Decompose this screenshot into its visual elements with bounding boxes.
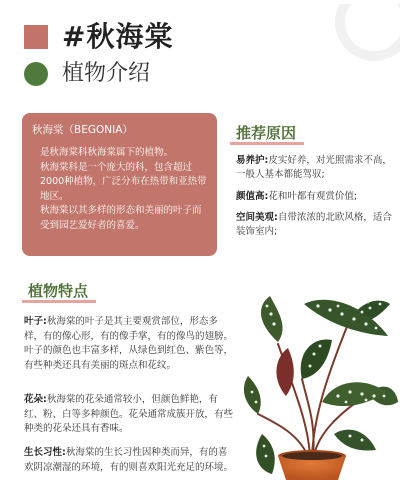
begonia-plant-illustration — [238, 284, 400, 480]
reason-text: 自带浓浓的北欧风格，适合装饰室内; — [236, 212, 392, 237]
intro-card — [22, 113, 217, 256]
intro-paragraph: 秋海棠以其多样的形态和美丽的叶子而受到园艺爱好者的喜爱。 — [40, 205, 202, 231]
reasons-heading-text: 推荐原因 — [236, 124, 297, 142]
reason-text: 皮实好养，对光照需求不高，一般人基本都能驾驭; — [236, 155, 392, 180]
title-row — [24, 22, 173, 52]
feature-text: 秋海棠的叶子是其主要观赏部位，形态多样，有的像心形，有的像手掌，有的像鸟的翅膀。叶子的颜色也丰富多样，从绿色到红色、紫色等，有些种类还具有美丽的斑点和花纹。 — [24, 316, 234, 371]
circle-bullet-icon — [24, 62, 48, 86]
reason-label: 空间美观: — [236, 212, 278, 223]
feature-item — [24, 393, 236, 437]
reason-item — [236, 211, 396, 239]
feature-label: 花朵: — [24, 394, 47, 405]
reason-label: 颜值高: — [236, 191, 269, 202]
subtitle-row — [24, 60, 150, 88]
reason-label: 易养护: — [236, 155, 269, 166]
feature-label: 叶子: — [24, 316, 47, 327]
page-title: #秋海棠 — [62, 20, 174, 53]
page-subtitle: 植物介绍 — [62, 61, 151, 86]
intro-paragraph: 是秋海棠科秋海棠属下的植物。 — [40, 147, 174, 158]
heading-underline — [22, 300, 96, 303]
intro-paragraph: 秋海棠科是一个庞大的科，包含超过2000种植物，广泛分布在热带和亚热带地区。 — [40, 161, 207, 202]
reason-text: 花和叶都有观赏价值; — [268, 191, 358, 202]
intro-card-title: 秋海棠（BEGONIA） — [32, 124, 133, 136]
feature-text: 秋海棠的生长习性因种类而异，有的喜欢阴凉潮湿的环境，有的则喜欢阳光充足的环境。 — [24, 447, 234, 473]
reason-item — [236, 154, 396, 182]
features-heading-text: 植物特点 — [28, 282, 89, 300]
reasons-heading — [236, 124, 296, 142]
reason-item — [236, 190, 396, 204]
feature-text: 秋海棠的花朵通常较小，但颜色鲜艳，有红、粉、白等多种颜色。花朵通常成簇开放，有些种类的花朵还具有香味。 — [24, 394, 234, 435]
square-bullet-icon — [24, 25, 48, 49]
heading-underline — [230, 142, 304, 145]
feature-item — [24, 315, 236, 373]
feature-item — [24, 446, 236, 475]
decorative-ring — [296, 4, 400, 64]
feature-label: 生长习性: — [24, 447, 66, 458]
features-heading — [28, 282, 88, 300]
